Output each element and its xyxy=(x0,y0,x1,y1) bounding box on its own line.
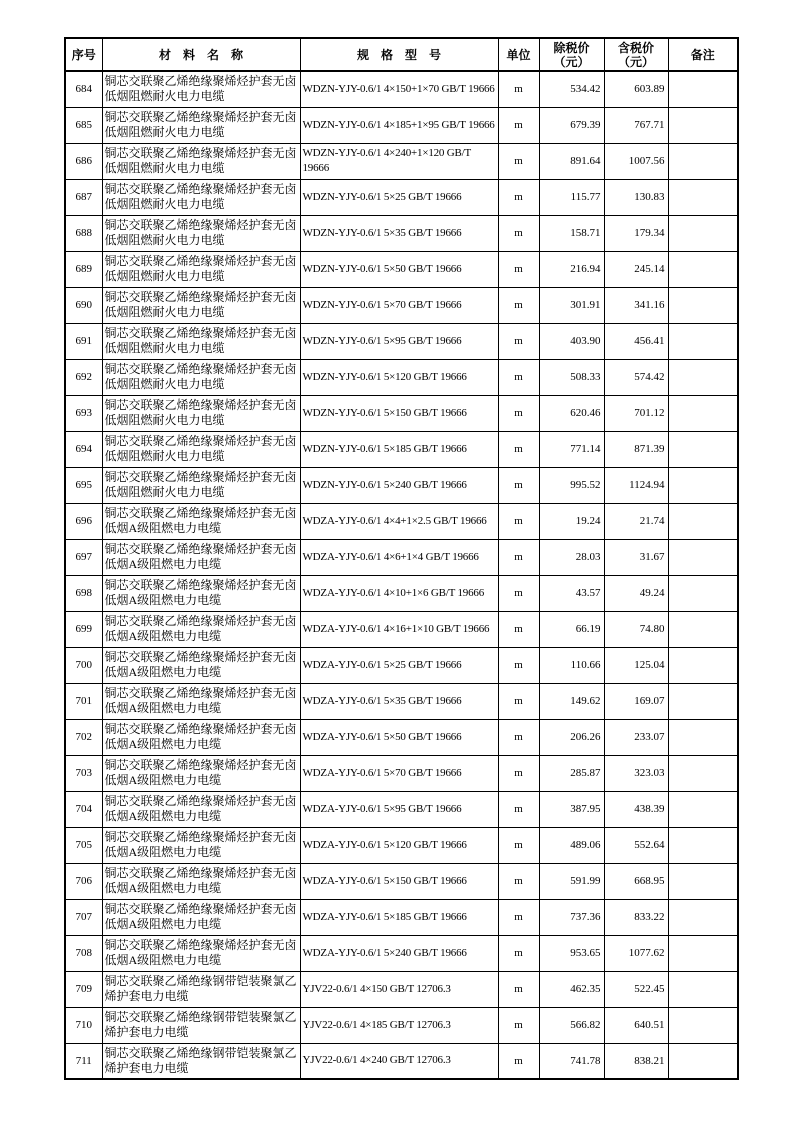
cell-spec-model: WDZA-YJY-0.6/1 4×6+1×4 GB/T 19666 xyxy=(300,539,498,575)
cell-remark xyxy=(668,719,738,755)
cell-spec-model: WDZN-YJY-0.6/1 5×240 GB/T 19666 xyxy=(300,467,498,503)
table-header xyxy=(65,38,738,71)
cell-price-excl-tax: 403.90 xyxy=(539,323,604,359)
cell-price-incl-tax: 1124.94 xyxy=(604,467,668,503)
cell-price-excl-tax: 43.57 xyxy=(539,575,604,611)
cell-unit: m xyxy=(498,539,539,575)
cell-price-incl-tax: 767.71 xyxy=(604,107,668,143)
cell-price-excl-tax: 737.36 xyxy=(539,899,604,935)
cell-unit: m xyxy=(498,899,539,935)
table-row xyxy=(65,431,738,467)
cell-price-incl-tax: 179.34 xyxy=(604,215,668,251)
cell-serial-number: 685 xyxy=(65,107,102,143)
cell-material-name: 铜芯交联聚乙烯绝缘聚烯烃护套无卤低烟A级阻燃电力电缆 xyxy=(102,935,300,971)
cell-spec-model: WDZA-YJY-0.6/1 5×70 GB/T 19666 xyxy=(300,755,498,791)
cell-price-excl-tax: 534.42 xyxy=(539,71,604,107)
cell-price-incl-tax: 574.42 xyxy=(604,359,668,395)
cell-remark xyxy=(668,647,738,683)
table-row xyxy=(65,827,738,863)
cell-serial-number: 705 xyxy=(65,827,102,863)
cell-material-name: 铜芯交联聚乙烯绝缘聚烯烃护套无卤低烟阻燃耐火电力电缆 xyxy=(102,323,300,359)
cell-unit: m xyxy=(498,575,539,611)
cell-material-name: 铜芯交联聚乙烯绝缘聚烯烃护套无卤低烟阻燃耐火电力电缆 xyxy=(102,215,300,251)
cell-remark xyxy=(668,251,738,287)
cell-serial-number: 691 xyxy=(65,323,102,359)
header-price-incl-tax-label: 含税价 xyxy=(617,40,654,55)
cell-unit: m xyxy=(498,719,539,755)
cell-unit: m xyxy=(498,395,539,431)
cell-remark xyxy=(668,287,738,323)
cell-unit: m xyxy=(498,827,539,863)
table-row xyxy=(65,1007,738,1043)
table-row xyxy=(65,215,738,251)
cell-price-incl-tax: 1077.62 xyxy=(604,935,668,971)
cell-serial-number: 708 xyxy=(65,935,102,971)
table-row xyxy=(65,71,738,107)
cell-price-excl-tax: 149.62 xyxy=(539,683,604,719)
table-row xyxy=(65,359,738,395)
cell-material-name: 铜芯交联聚乙烯绝缘聚烯烃护套无卤低烟阻燃耐火电力电缆 xyxy=(102,71,300,107)
cell-remark xyxy=(668,863,738,899)
cell-remark xyxy=(668,575,738,611)
header-price-incl-tax xyxy=(604,38,668,71)
cell-serial-number: 694 xyxy=(65,431,102,467)
table-row xyxy=(65,899,738,935)
table-row xyxy=(65,467,738,503)
cell-material-name: 铜芯交联聚乙烯绝缘聚烯烃护套无卤低烟阻燃耐火电力电缆 xyxy=(102,287,300,323)
cell-unit: m xyxy=(498,467,539,503)
cell-spec-model: WDZN-YJY-0.6/1 4×185+1×95 GB/T 19666 xyxy=(300,107,498,143)
cell-remark xyxy=(668,899,738,935)
cell-remark xyxy=(668,791,738,827)
cell-material-name: 铜芯交联聚乙烯绝缘聚烯烃护套无卤低烟阻燃耐火电力电缆 xyxy=(102,251,300,287)
cell-price-excl-tax: 953.65 xyxy=(539,935,604,971)
cell-unit: m xyxy=(498,107,539,143)
table-row xyxy=(65,323,738,359)
cell-price-excl-tax: 387.95 xyxy=(539,791,604,827)
table-row xyxy=(65,503,738,539)
cell-serial-number: 698 xyxy=(65,575,102,611)
cell-material-name: 铜芯交联聚乙烯绝缘聚烯烃护套无卤低烟A级阻燃电力电缆 xyxy=(102,575,300,611)
cell-unit: m xyxy=(498,503,539,539)
cell-spec-model: WDZN-YJY-0.6/1 4×150+1×70 GB/T 19666 xyxy=(300,71,498,107)
cell-price-excl-tax: 620.46 xyxy=(539,395,604,431)
cell-spec-model: WDZA-YJY-0.6/1 4×4+1×2.5 GB/T 19666 xyxy=(300,503,498,539)
cell-spec-model: WDZA-YJY-0.6/1 5×35 GB/T 19666 xyxy=(300,683,498,719)
cell-price-excl-tax: 508.33 xyxy=(539,359,604,395)
cell-price-excl-tax: 285.87 xyxy=(539,755,604,791)
cell-unit: m xyxy=(498,287,539,323)
cell-material-name: 铜芯交联聚乙烯绝缘聚烯烃护套无卤低烟阻燃耐火电力电缆 xyxy=(102,431,300,467)
cell-remark xyxy=(668,431,738,467)
table-row xyxy=(65,791,738,827)
cell-price-excl-tax: 158.71 xyxy=(539,215,604,251)
cell-spec-model: WDZA-YJY-0.6/1 4×16+1×10 GB/T 19666 xyxy=(300,611,498,647)
cell-price-incl-tax: 169.07 xyxy=(604,683,668,719)
material-price-table xyxy=(64,37,739,1080)
cell-remark xyxy=(668,971,738,1007)
header-serial-number: 序号 xyxy=(65,38,102,71)
table-row xyxy=(65,251,738,287)
cell-unit: m xyxy=(498,179,539,215)
cell-serial-number: 687 xyxy=(65,179,102,215)
cell-price-incl-tax: 49.24 xyxy=(604,575,668,611)
cell-spec-model: WDZA-YJY-0.6/1 5×240 GB/T 19666 xyxy=(300,935,498,971)
cell-unit: m xyxy=(498,1007,539,1043)
cell-unit: m xyxy=(498,611,539,647)
table-row xyxy=(65,107,738,143)
cell-unit: m xyxy=(498,251,539,287)
cell-price-excl-tax: 995.52 xyxy=(539,467,604,503)
cell-price-incl-tax: 31.67 xyxy=(604,539,668,575)
cell-unit: m xyxy=(498,71,539,107)
cell-serial-number: 711 xyxy=(65,1043,102,1079)
cell-price-excl-tax: 891.64 xyxy=(539,143,604,179)
header-remark: 备注 xyxy=(668,38,738,71)
cell-price-excl-tax: 66.19 xyxy=(539,611,604,647)
table-row xyxy=(65,287,738,323)
header-spec-model: 规 格 型 号 xyxy=(300,38,498,71)
cell-remark xyxy=(668,755,738,791)
table-row xyxy=(65,935,738,971)
cell-remark xyxy=(668,215,738,251)
cell-material-name: 铜芯交联聚乙烯绝缘聚烯烃护套无卤低烟A级阻燃电力电缆 xyxy=(102,647,300,683)
cell-spec-model: WDZN-YJY-0.6/1 5×95 GB/T 19666 xyxy=(300,323,498,359)
cell-spec-model: WDZA-YJY-0.6/1 4×10+1×6 GB/T 19666 xyxy=(300,575,498,611)
cell-serial-number: 689 xyxy=(65,251,102,287)
cell-material-name: 铜芯交联聚乙烯绝缘聚烯烃护套无卤低烟A级阻燃电力电缆 xyxy=(102,503,300,539)
cell-price-incl-tax: 871.39 xyxy=(604,431,668,467)
cell-remark xyxy=(668,395,738,431)
cell-serial-number: 704 xyxy=(65,791,102,827)
cell-remark xyxy=(668,503,738,539)
table-body xyxy=(65,71,738,1079)
cell-price-incl-tax: 125.04 xyxy=(604,647,668,683)
cell-remark xyxy=(668,827,738,863)
cell-material-name: 铜芯交联聚乙烯绝缘聚烯烃护套无卤低烟A级阻燃电力电缆 xyxy=(102,755,300,791)
cell-material-name: 铜芯交联聚乙烯绝缘聚烯烃护套无卤低烟阻燃耐火电力电缆 xyxy=(102,143,300,179)
cell-price-excl-tax: 591.99 xyxy=(539,863,604,899)
cell-unit: m xyxy=(498,971,539,1007)
header-unit: 单位 xyxy=(498,38,539,71)
cell-spec-model: WDZA-YJY-0.6/1 5×95 GB/T 19666 xyxy=(300,791,498,827)
cell-price-incl-tax: 233.07 xyxy=(604,719,668,755)
cell-spec-model: YJV22-0.6/1 4×240 GB/T 12706.3 xyxy=(300,1043,498,1079)
cell-spec-model: WDZN-YJY-0.6/1 5×25 GB/T 19666 xyxy=(300,179,498,215)
cell-spec-model: WDZA-YJY-0.6/1 5×25 GB/T 19666 xyxy=(300,647,498,683)
cell-unit: m xyxy=(498,755,539,791)
cell-serial-number: 688 xyxy=(65,215,102,251)
header-price-incl-tax-unit: （元） xyxy=(617,54,654,69)
cell-serial-number: 690 xyxy=(65,287,102,323)
cell-unit: m xyxy=(498,683,539,719)
cell-unit: m xyxy=(498,143,539,179)
table-row xyxy=(65,539,738,575)
cell-material-name: 铜芯交联聚乙烯绝缘聚烯烃护套无卤低烟A级阻燃电力电缆 xyxy=(102,611,300,647)
cell-serial-number: 706 xyxy=(65,863,102,899)
cell-spec-model: WDZN-YJY-0.6/1 5×120 GB/T 19666 xyxy=(300,359,498,395)
table-row xyxy=(65,971,738,1007)
cell-price-incl-tax: 130.83 xyxy=(604,179,668,215)
cell-price-incl-tax: 701.12 xyxy=(604,395,668,431)
table-row xyxy=(65,863,738,899)
cell-spec-model: WDZA-YJY-0.6/1 5×50 GB/T 19666 xyxy=(300,719,498,755)
cell-price-incl-tax: 522.45 xyxy=(604,971,668,1007)
table-row xyxy=(65,755,738,791)
cell-price-excl-tax: 206.26 xyxy=(539,719,604,755)
cell-material-name: 铜芯交联聚乙烯绝缘聚烯烃护套无卤低烟A级阻燃电力电缆 xyxy=(102,863,300,899)
cell-remark xyxy=(668,1007,738,1043)
cell-remark xyxy=(668,467,738,503)
cell-price-excl-tax: 19.24 xyxy=(539,503,604,539)
table-row xyxy=(65,1043,738,1079)
cell-price-incl-tax: 668.95 xyxy=(604,863,668,899)
cell-serial-number: 697 xyxy=(65,539,102,575)
cell-serial-number: 701 xyxy=(65,683,102,719)
cell-price-incl-tax: 74.80 xyxy=(604,611,668,647)
cell-price-incl-tax: 323.03 xyxy=(604,755,668,791)
cell-material-name: 铜芯交联聚乙烯绝缘聚烯烃护套无卤低烟阻燃耐火电力电缆 xyxy=(102,395,300,431)
cell-material-name: 铜芯交联聚乙烯绝缘钢带铠装聚氯乙烯护套电力电缆 xyxy=(102,1043,300,1079)
cell-spec-model: YJV22-0.6/1 4×150 GB/T 12706.3 xyxy=(300,971,498,1007)
cell-serial-number: 709 xyxy=(65,971,102,1007)
cell-price-excl-tax: 28.03 xyxy=(539,539,604,575)
cell-serial-number: 686 xyxy=(65,143,102,179)
cell-unit: m xyxy=(498,1043,539,1079)
cell-price-excl-tax: 566.82 xyxy=(539,1007,604,1043)
table-row xyxy=(65,395,738,431)
cell-material-name: 铜芯交联聚乙烯绝缘聚烯烃护套无卤低烟A级阻燃电力电缆 xyxy=(102,719,300,755)
cell-serial-number: 692 xyxy=(65,359,102,395)
cell-price-incl-tax: 833.22 xyxy=(604,899,668,935)
cell-material-name: 铜芯交联聚乙烯绝缘钢带铠装聚氯乙烯护套电力电缆 xyxy=(102,971,300,1007)
cell-material-name: 铜芯交联聚乙烯绝缘聚烯烃护套无卤低烟阻燃耐火电力电缆 xyxy=(102,467,300,503)
cell-spec-model: WDZN-YJY-0.6/1 5×70 GB/T 19666 xyxy=(300,287,498,323)
table-row xyxy=(65,143,738,179)
cell-spec-model: WDZN-YJY-0.6/1 4×240+1×120 GB/T 19666 xyxy=(300,143,498,179)
cell-spec-model: WDZA-YJY-0.6/1 5×120 GB/T 19666 xyxy=(300,827,498,863)
cell-price-excl-tax: 679.39 xyxy=(539,107,604,143)
cell-price-excl-tax: 110.66 xyxy=(539,647,604,683)
cell-material-name: 铜芯交联聚乙烯绝缘聚烯烃护套无卤低烟阻燃耐火电力电缆 xyxy=(102,359,300,395)
cell-price-incl-tax: 838.21 xyxy=(604,1043,668,1079)
cell-price-excl-tax: 301.91 xyxy=(539,287,604,323)
cell-unit: m xyxy=(498,431,539,467)
cell-remark xyxy=(668,683,738,719)
cell-serial-number: 699 xyxy=(65,611,102,647)
cell-price-excl-tax: 489.06 xyxy=(539,827,604,863)
cell-serial-number: 703 xyxy=(65,755,102,791)
cell-unit: m xyxy=(498,935,539,971)
cell-remark xyxy=(668,143,738,179)
cell-remark xyxy=(668,935,738,971)
cell-price-excl-tax: 462.35 xyxy=(539,971,604,1007)
cell-spec-model: WDZN-YJY-0.6/1 5×50 GB/T 19666 xyxy=(300,251,498,287)
cell-unit: m xyxy=(498,791,539,827)
header-price-excl-tax-unit: （元） xyxy=(553,54,590,69)
cell-spec-model: WDZN-YJY-0.6/1 5×185 GB/T 19666 xyxy=(300,431,498,467)
cell-price-incl-tax: 341.16 xyxy=(604,287,668,323)
cell-price-excl-tax: 741.78 xyxy=(539,1043,604,1079)
cell-spec-model: WDZN-YJY-0.6/1 5×35 GB/T 19666 xyxy=(300,215,498,251)
cell-price-excl-tax: 216.94 xyxy=(539,251,604,287)
table-row xyxy=(65,647,738,683)
cell-material-name: 铜芯交联聚乙烯绝缘聚烯烃护套无卤低烟A级阻燃电力电缆 xyxy=(102,539,300,575)
cell-material-name: 铜芯交联聚乙烯绝缘聚烯烃护套无卤低烟A级阻燃电力电缆 xyxy=(102,899,300,935)
table-row xyxy=(65,575,738,611)
cell-unit: m xyxy=(498,863,539,899)
cell-price-incl-tax: 1007.56 xyxy=(604,143,668,179)
cell-unit: m xyxy=(498,215,539,251)
cell-material-name: 铜芯交联聚乙烯绝缘钢带铠装聚氯乙烯护套电力电缆 xyxy=(102,1007,300,1043)
cell-serial-number: 702 xyxy=(65,719,102,755)
cell-price-incl-tax: 552.64 xyxy=(604,827,668,863)
cell-material-name: 铜芯交联聚乙烯绝缘聚烯烃护套无卤低烟阻燃耐火电力电缆 xyxy=(102,107,300,143)
cell-material-name: 铜芯交联聚乙烯绝缘聚烯烃护套无卤低烟阻燃耐火电力电缆 xyxy=(102,179,300,215)
cell-price-incl-tax: 21.74 xyxy=(604,503,668,539)
cell-spec-model: WDZA-YJY-0.6/1 5×150 GB/T 19666 xyxy=(300,863,498,899)
table-row xyxy=(65,719,738,755)
cell-remark xyxy=(668,71,738,107)
cell-serial-number: 707 xyxy=(65,899,102,935)
cell-remark xyxy=(668,359,738,395)
cell-remark xyxy=(668,179,738,215)
cell-price-incl-tax: 603.89 xyxy=(604,71,668,107)
header-price-excl-tax-label: 除税价 xyxy=(553,40,590,55)
cell-remark xyxy=(668,107,738,143)
cell-unit: m xyxy=(498,323,539,359)
cell-remark xyxy=(668,323,738,359)
cell-spec-model: WDZN-YJY-0.6/1 5×150 GB/T 19666 xyxy=(300,395,498,431)
cell-serial-number: 684 xyxy=(65,71,102,107)
cell-serial-number: 710 xyxy=(65,1007,102,1043)
header-material-name: 材 料 名 称 xyxy=(102,38,300,71)
cell-unit: m xyxy=(498,647,539,683)
table-row xyxy=(65,179,738,215)
cell-remark xyxy=(668,611,738,647)
header-row xyxy=(65,38,738,71)
header-price-excl-tax xyxy=(539,38,604,71)
cell-price-excl-tax: 771.14 xyxy=(539,431,604,467)
cell-price-incl-tax: 438.39 xyxy=(604,791,668,827)
cell-spec-model: YJV22-0.6/1 4×185 GB/T 12706.3 xyxy=(300,1007,498,1043)
cell-serial-number: 700 xyxy=(65,647,102,683)
cell-material-name: 铜芯交联聚乙烯绝缘聚烯烃护套无卤低烟A级阻燃电力电缆 xyxy=(102,683,300,719)
cell-serial-number: 696 xyxy=(65,503,102,539)
cell-material-name: 铜芯交联聚乙烯绝缘聚烯烃护套无卤低烟A级阻燃电力电缆 xyxy=(102,791,300,827)
cell-spec-model: WDZA-YJY-0.6/1 5×185 GB/T 19666 xyxy=(300,899,498,935)
cell-remark xyxy=(668,539,738,575)
cell-price-excl-tax: 115.77 xyxy=(539,179,604,215)
cell-serial-number: 695 xyxy=(65,467,102,503)
table-row xyxy=(65,611,738,647)
cell-price-incl-tax: 245.14 xyxy=(604,251,668,287)
cell-material-name: 铜芯交联聚乙烯绝缘聚烯烃护套无卤低烟A级阻燃电力电缆 xyxy=(102,827,300,863)
table-row xyxy=(65,683,738,719)
cell-unit: m xyxy=(498,359,539,395)
cell-price-incl-tax: 456.41 xyxy=(604,323,668,359)
cell-serial-number: 693 xyxy=(65,395,102,431)
cell-remark xyxy=(668,1043,738,1079)
cell-price-incl-tax: 640.51 xyxy=(604,1007,668,1043)
